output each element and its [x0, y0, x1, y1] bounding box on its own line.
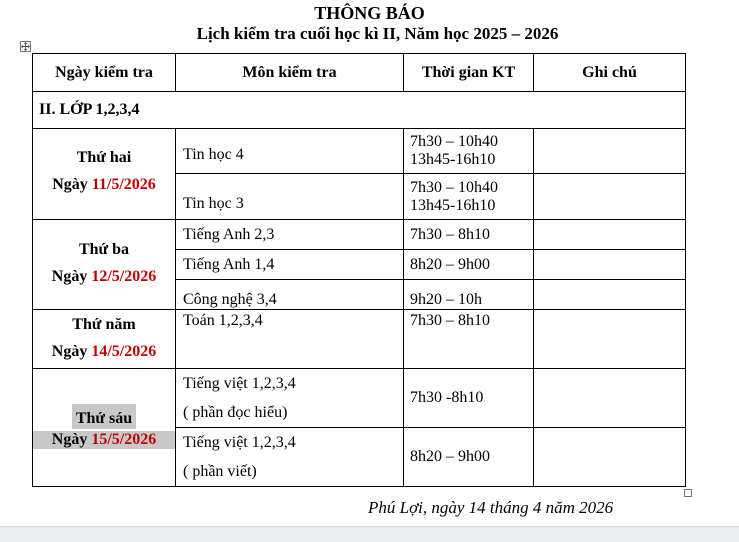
time-cell: 8h20 – 9h00	[404, 428, 534, 487]
day-date	[33, 431, 175, 449]
date-value: 12/5/2026	[91, 268, 157, 285]
note-cell	[534, 310, 686, 369]
time-cell: 7h30 – 8h10	[404, 220, 534, 250]
date-prefix: Ngày	[51, 342, 92, 360]
subject-note: ( phần viết)	[183, 463, 257, 480]
subject-cell	[176, 174, 404, 220]
subject-note: ( phần đọc hiểu)	[183, 404, 288, 421]
subject-text: Tin học 4	[183, 146, 244, 163]
time-text-2: 13h45-16h10	[410, 151, 496, 168]
date-prefix: Ngày	[51, 268, 92, 285]
day-name: Thứ hai	[76, 148, 132, 166]
time-text: 7h30 – 10h40	[410, 133, 498, 150]
date-value: 15/5/2026	[91, 431, 157, 448]
day-date	[33, 268, 175, 286]
table-resize-handle[interactable]	[684, 489, 692, 497]
col-header-note: Ghi chú	[534, 54, 686, 92]
day-date	[33, 176, 175, 194]
subject-text: Tin học 3	[183, 194, 244, 212]
time-text-2: 13h45-16h10	[410, 196, 496, 214]
subject-text: Tiếng việt 1,2,3,4	[183, 434, 296, 451]
note-cell	[534, 174, 686, 220]
day-cell	[33, 129, 176, 220]
notice-title: THÔNG BÁO	[314, 3, 425, 23]
table-row	[33, 310, 686, 369]
day-cell	[33, 220, 176, 310]
date-value: 11/5/2026	[91, 175, 156, 193]
note-cell	[534, 369, 686, 428]
subject-cell: Tiếng Anh 1,4	[176, 250, 404, 280]
subject-cell	[176, 129, 404, 174]
notice-subtitle: Lịch kiểm tra cuối học kì II, Năm học 2025 – 2026	[196, 24, 559, 43]
time-cell: 8h20 – 9h00	[404, 250, 534, 280]
note-cell	[534, 280, 686, 310]
time-cell: 7h30 -8h10	[404, 369, 534, 428]
subject-cell: Toán 1,2,3,4	[176, 310, 404, 369]
day-name: Thứ năm	[72, 315, 136, 333]
day-name: Thứ ba	[78, 241, 130, 258]
date-value: 14/5/2026	[91, 342, 157, 360]
move-arrows-icon	[21, 42, 30, 51]
place-date-signature: Phú Lợi, ngày 14 tháng 4 năm 2026	[368, 498, 614, 517]
day-name: Thứ sáu	[72, 404, 136, 429]
date-prefix: Ngày	[52, 175, 92, 193]
subject-cell: Công nghệ 3,4	[176, 280, 404, 310]
note-cell	[534, 428, 686, 487]
note-cell	[534, 250, 686, 280]
subject-cell	[176, 428, 404, 487]
time-cell	[404, 174, 534, 220]
day-date	[33, 343, 175, 361]
time-text: 7h30 – 10h40	[410, 178, 498, 196]
note-cell	[534, 220, 686, 250]
day-cell	[33, 369, 176, 487]
section-label: II. LỚP 1,2,3,4	[33, 92, 686, 129]
exam-schedule-table	[32, 53, 686, 487]
col-header-time: Thời gian KT	[404, 54, 534, 92]
day-cell	[33, 310, 176, 369]
section-row	[33, 92, 686, 129]
col-header-date: Ngày kiểm tra	[33, 54, 176, 92]
status-bar	[0, 526, 739, 542]
time-cell: 9h20 – 10h	[404, 280, 534, 310]
subject-cell: Tiếng Anh 2,3	[176, 220, 404, 250]
table-row	[33, 129, 686, 174]
note-cell	[534, 129, 686, 174]
time-cell	[404, 129, 534, 174]
date-prefix: Ngày	[51, 431, 92, 448]
table-row	[33, 220, 686, 250]
table-row	[33, 369, 686, 428]
col-header-subject: Môn kiểm tra	[176, 54, 404, 92]
time-cell: 7h30 – 8h10	[404, 310, 534, 369]
subject-cell	[176, 369, 404, 428]
subject-text: Tiếng việt 1,2,3,4	[183, 375, 296, 392]
table-move-handle[interactable]	[20, 41, 31, 52]
header-row	[33, 54, 686, 92]
